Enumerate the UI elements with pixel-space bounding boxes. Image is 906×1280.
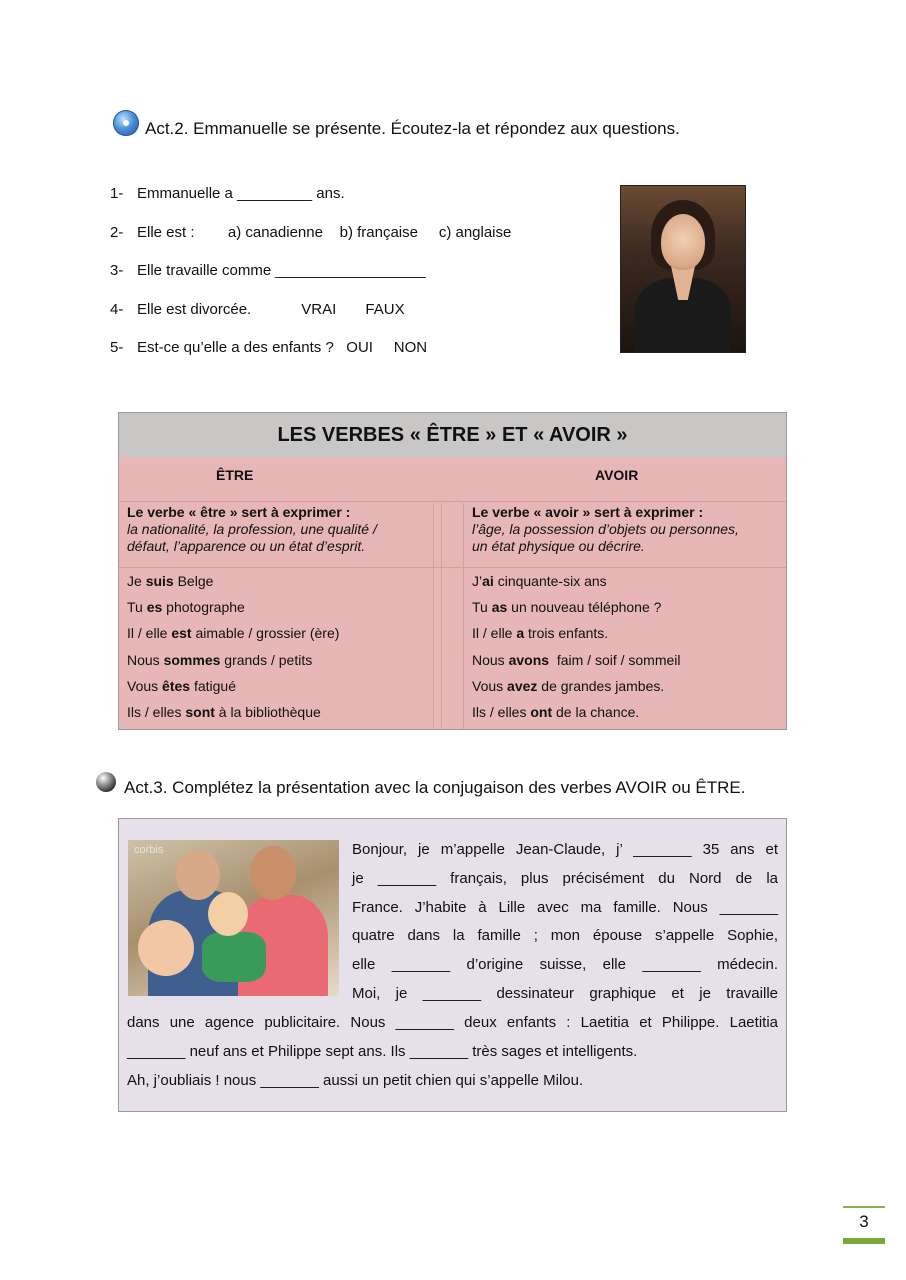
etre-definition: Le verbe « être » sert à exprimer : la nationalité, la profession, une qualité / défaut, l’apparence ou un état d’esprit. [127,504,377,554]
presentation-line: _______ neuf ans et Philippe sept ans. Ils _______ très sages et intelligents. [127,1043,638,1060]
etre-example: Je suis Belge [127,573,214,589]
etre-column-header: ÊTRE [216,467,254,483]
avoir-example: Il / elle a trois enfants. [472,625,609,641]
emmanuelle-portrait [620,185,746,353]
photo-watermark: corbis [134,844,164,856]
avoir-definition: Le verbe « avoir » sert à exprimer : l’âge, la possession d’objets ou personnes, un état physique ou décrire. [472,504,739,554]
avoir-column-header: AVOIR [595,467,639,483]
pen-ball-icon [96,772,116,792]
verbs-table [118,412,787,730]
avoir-example: Ils / elles ont de la chance. [472,704,640,720]
presentation-line: quatre dans la famille ; mon épouse s’appelle Sophie, [352,927,778,944]
presentation-line: France. J’habite à Lille avec ma famille. Nous _______ [352,899,778,916]
presentation-line: elle _______ d’origine suisse, elle _______ médecin. [352,956,778,973]
presentation-line: je _______ français, plus précisément du Nord de la [352,870,778,887]
presentation-line: Bonjour, je m’appelle Jean-Claude, j’ _______ 35 ans et [352,841,778,858]
page-number: 3 [859,1212,869,1231]
etre-example: Il / elle est aimable / grossier (ère) [127,625,340,641]
page-number-bar [843,1238,885,1244]
etre-example: Nous sommes grands / petits [127,652,313,668]
avoir-example: Nous avons faim / soif / sommeil [472,652,681,668]
page-number-rule [843,1206,885,1208]
etre-example: Tu es photographe [127,599,245,615]
act2-title: Act.2. Emmanuelle se présente. Écoutez-la et répondez aux questions. [145,119,680,138]
verbs-table-title: LES VERBES « ÊTRE » ET « AVOIR » [119,413,786,457]
etre-example: Vous êtes fatigué [127,678,236,694]
presentation-line: dans une agence publicitaire. Nous _______ deux enfants : Laetitia et Philippe. Laetitia [127,1014,778,1031]
avoir-example: Tu as un nouveau téléphone ? [472,599,662,615]
family-photo [128,840,339,996]
presentation-line: Moi, je _______ dessinateur graphique et je travaille [352,985,778,1002]
avoir-example: Vous avez de grandes jambes. [472,678,665,694]
avoir-example: J’ai cinquante-six ans [472,573,607,589]
presentation-line: Ah, j’oubliais ! nous _______ aussi un petit chien qui s’appelle Milou. [127,1072,584,1089]
act3-title: Act.3. Complétez la présentation avec la conjugaison des verbes AVOIR ou ÊTRE. [124,778,746,797]
etre-example: Ils / elles sont à la bibliothèque [127,704,321,720]
presentation-box [118,818,787,1112]
audio-cd-icon[interactable] [113,110,139,136]
